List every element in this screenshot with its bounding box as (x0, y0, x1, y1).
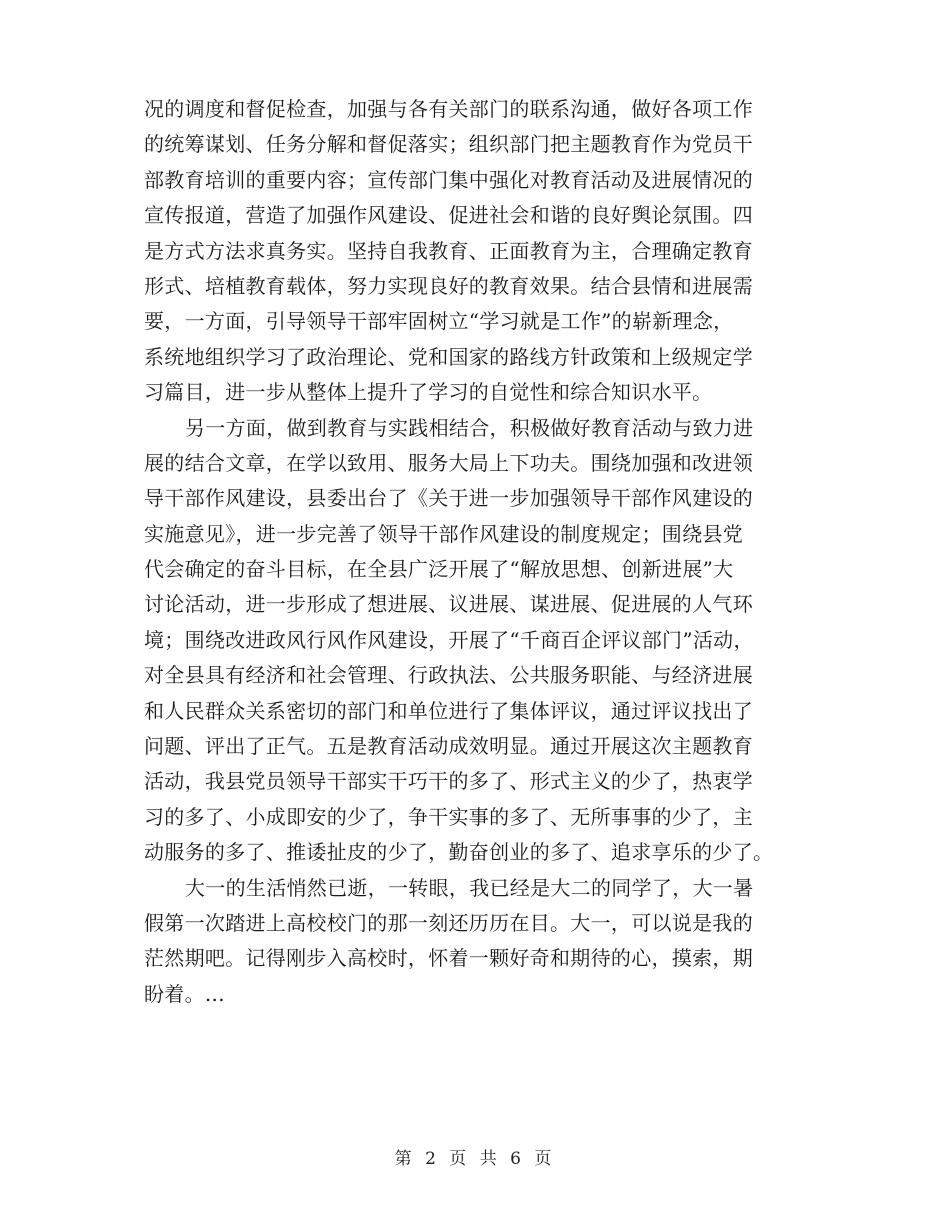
text-line: 讨论活动，进一步形成了想进展、议进展、谋进展、促进展的人气环 (144, 592, 753, 617)
text-line: 是方式方法求真务实。坚持自我教育、正面教育为主，合理确定教育 (144, 238, 753, 263)
text-line: 展的结合文章，在学以致用、服务大局上下功夫。围绕加强和改进领 (144, 450, 753, 475)
text-line: 盼着。... (144, 981, 225, 1006)
text-line: 大一的生活悄然已逝，一转眼，我已经是大二的同学了，大一暑 (185, 875, 754, 900)
text-line: 况的调度和督促检查，加强与各有关部门的联系沟通，做好各项工作 (144, 97, 753, 121)
text-line: 形式、培植教育载体，努力实现良好的教育效果。结合县情和进展需 (144, 273, 753, 298)
paragraph (144, 871, 804, 1013)
text-line: 茫然期吧。记得刚步入高校时，怀着一颗好奇和期待的心，摸索，期 (144, 946, 753, 971)
text-line: 另一方面，做到教育与实践相结合，积极做好教育活动与致力进 (185, 415, 754, 440)
text-line: 问题、评出了正气。五是教育活动成效明显。通过开展这次主题教育 (144, 734, 753, 759)
page-number-footer: 第 2 页 共 6 页 (394, 1149, 556, 1169)
text-line: 动服务的多了、推诿扯皮的少了，勤奋创业的多了、追求享乐的少了。 (144, 840, 774, 865)
text-line: 假第一次踏进上高校校门的那一刻还历历在目。大一，可以说是我的 (144, 910, 753, 935)
text-line: 系统地组织学习了政治理论、党和国家的路线方针政策和上级规定学 (144, 344, 753, 369)
document-body (144, 92, 804, 1012)
text-line: 要，一方面，引导领导干部牢固树立“学习就是工作”的崭新理念， (144, 309, 734, 334)
text-line: 实施意见》，进一步完善了领导干部作风建设的制度规定；围绕县党 (144, 521, 743, 546)
text-line: 宣传报道，营造了加强作风建设、促进社会和谐的良好舆论氛围。四 (144, 203, 753, 228)
text-line: 习的多了、小成即安的少了，争干实事的多了、无所事事的少了，主 (144, 804, 753, 829)
text-line: 和人民群众关系密切的部门和单位进行了集体评议，通过评议找出了 (144, 698, 753, 723)
text-line: 境；围绕改进政风行风作风建设，开展了“千商百企评议部门”活动， (144, 627, 754, 652)
text-line: 部教育培训的重要内容；宣传部门集中强化对教育活动及进展情况的 (144, 167, 753, 192)
paragraph (144, 92, 804, 411)
text-line: 对全县具有经济和社会管理、行政执法、公共服务职能、与经济进展 (144, 663, 753, 688)
text-line: 代会确定的奋斗目标，在全县广泛开展了“解放思想、创新进展”大 (144, 557, 734, 582)
text-line: 习篇目，进一步从整体上提升了学习的自觉性和综合知识水平。 (144, 380, 713, 405)
paragraph (144, 411, 804, 871)
text-line: 活动，我县党员领导干部实干巧干的多了、形式主义的少了，热衷学 (144, 769, 753, 794)
text-line: 导干部作风建设，县委出台了《关于进一步加强领导干部作风建设的 (144, 486, 753, 511)
text-line: 的统筹谋划、任务分解和督促落实；组织部门把主题教育作为党员干 (144, 132, 753, 157)
